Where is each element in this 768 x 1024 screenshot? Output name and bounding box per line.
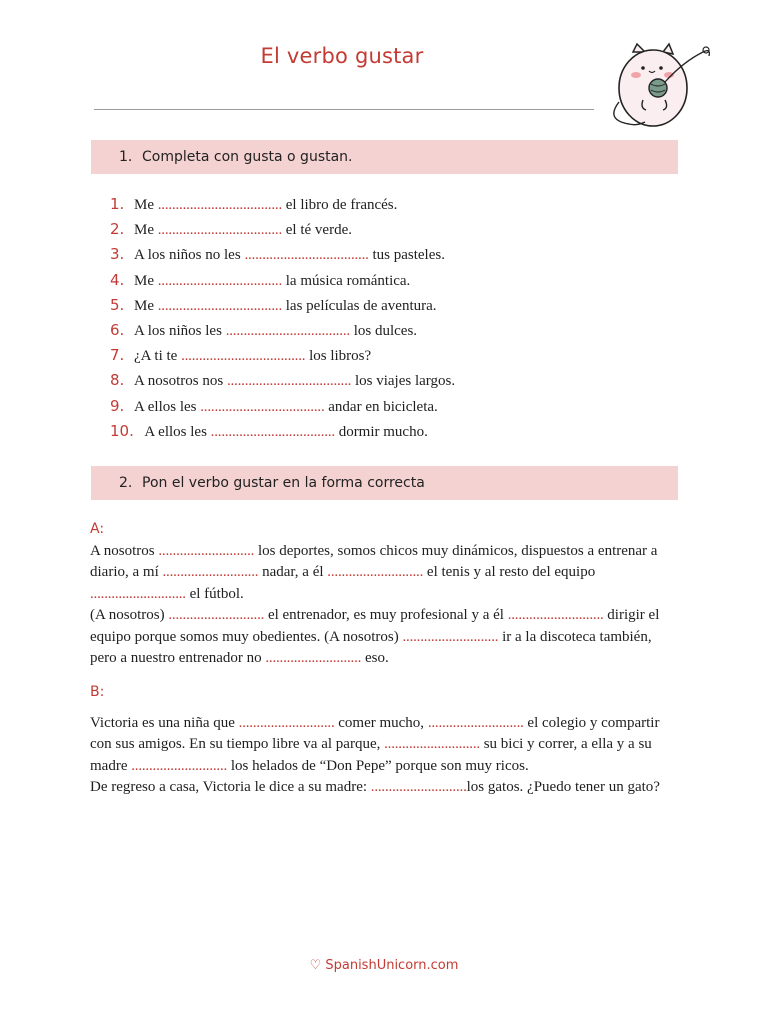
list-item: 3. A los niños no les ................................... tus pasteles. — [110, 245, 445, 264]
answer-blank[interactable]: ................................... — [157, 297, 283, 314]
list-item: 1. Me ................................... el libro de francés. — [110, 195, 398, 213]
answer-blank[interactable]: ........................... — [158, 543, 255, 559]
answer-blank[interactable]: ........................... — [370, 779, 467, 796]
answer-blank[interactable]: ................................... — [157, 197, 283, 213]
list-item: 2. Me ................................... el té verde. — [110, 220, 352, 239]
answer-blank[interactable]: ................................... — [244, 247, 369, 264]
answer-blank[interactable]: ........................... — [265, 650, 362, 667]
answer-blank[interactable]: ........................... — [168, 607, 265, 624]
footer-link[interactable]: SpanishUnicorn.com — [325, 958, 459, 973]
answer-blank[interactable]: ................................... — [200, 398, 325, 415]
section-2-header — [91, 466, 678, 500]
answer-blank[interactable]: ........................... — [131, 757, 228, 774]
section-2-number: 2. — [119, 475, 133, 491]
part-a-text: A nosotros ........................... los deportes, somos chicos muy dinámicos, dispuestos a entrenar a diario, a mí ........................... nadar, a él ........................... el tenis y al resto del equipo ........................... el fútbol. (A nosotros) ........................... el entrenador, es muy profesional y a él ........................... dirigir el equipo porque somos muy obedientes. (A nosotros) ........................... ir a la discoteca también, pero a nuestro entrenador no ........................... eso. — [90, 543, 660, 667]
answer-blank[interactable]: ................................... — [210, 423, 335, 440]
answer-blank[interactable]: ........................... — [384, 736, 480, 753]
section-1-instruction: Completa con gusta o gustan. — [142, 149, 353, 165]
list-item: 7. ¿A ti te ................................... los libros? — [110, 346, 372, 365]
list-item: 6. A los niños les ................................... los dulces. — [110, 320, 418, 339]
list-item: 5. Me ................................... las películas de aventura. — [110, 295, 437, 314]
answer-blank[interactable]: ........................... — [90, 585, 186, 602]
page-title: El verbo gustar — [260, 44, 424, 68]
footer-credit — [0, 958, 768, 973]
section-1-number: 1. — [119, 149, 133, 165]
answer-blank[interactable]: ................................... — [225, 322, 350, 339]
answer-blank[interactable]: ........................... — [402, 628, 499, 645]
part-b-label: B: — [90, 684, 105, 700]
section-2-instruction: Pon el verbo gustar en la forma correcta — [142, 475, 425, 491]
answer-blank[interactable]: ................................... — [157, 272, 283, 289]
heart-icon: ♡ — [309, 958, 322, 973]
answer-blank[interactable]: ........................... — [327, 564, 424, 581]
answer-blank[interactable]: ........................... — [427, 715, 524, 731]
answer-blank[interactable]: ................................... — [157, 222, 283, 239]
exercise-1-list — [110, 194, 455, 446]
section-1-header — [91, 140, 678, 174]
list-item: 4. Me ................................... la música romántica. — [110, 270, 411, 289]
answer-blank[interactable]: ................................... — [181, 348, 306, 365]
part-a-label: A: — [90, 521, 105, 537]
part-b-text: Victoria es una niña que ........................... comer mucho, ........................... el colegio y compartir con sus amigos. En su tiempo libre va al parque, ........................... su bici y correr, a ella y a su madre ........................... los helados de “Don Pepe” porque son muy ricos. De regreso a casa, Victoria le dice a su madre: ...........................los gatos. ¿Puedo tener un gato? — [90, 715, 660, 796]
answer-blank[interactable]: ........................... — [162, 564, 259, 581]
answer-blank[interactable]: ........................... — [507, 607, 604, 624]
answer-blank[interactable]: ........................... — [238, 715, 335, 731]
list-item: 9. A ellos les ................................... andar en bicicleta. — [110, 396, 438, 415]
title-rule — [94, 109, 594, 110]
answer-blank[interactable]: ................................... — [226, 373, 352, 390]
list-item: 8. A nosotros nos ................................... los viajes largos. — [110, 371, 456, 390]
cat-with-yarn-illustration — [603, 40, 723, 130]
list-item: 10. A ellos les ................................... dormir mucho. — [110, 421, 428, 440]
